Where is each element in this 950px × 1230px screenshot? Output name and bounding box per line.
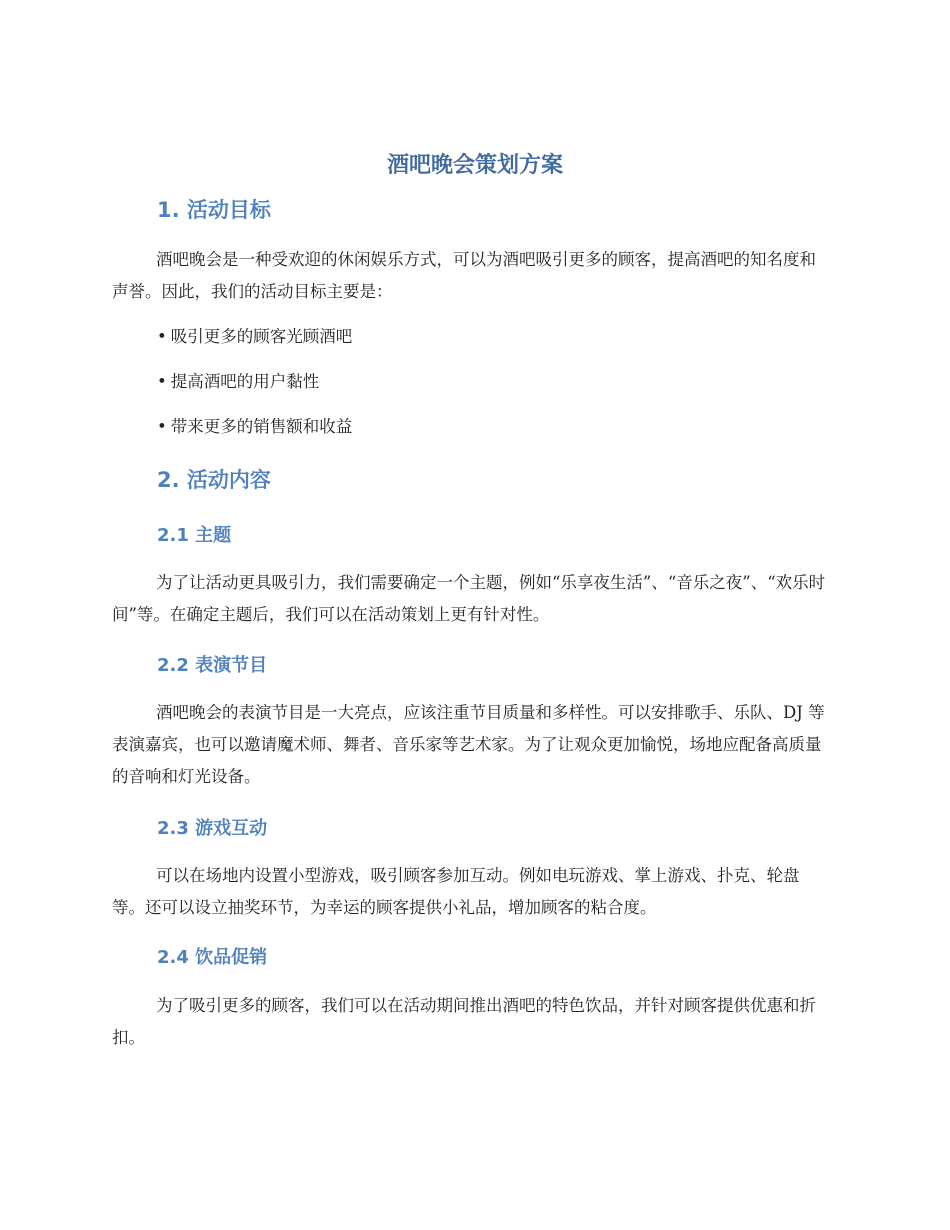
games-paragraph: 可以在场地内设置小型游戏，吸引顾客参加互动。例如电玩游戏、掌上游戏、扑克、轮盘等。还可以设立抽奖环节，为幸运的顾客提供小礼品，增加顾客的粘合度。 <box>112 866 800 917</box>
goal-bullet-1 <box>157 325 352 349</box>
bullet-text: 带来更多的销售额和收益 <box>170 417 353 436</box>
subsection-heading-performance: 2.2 表演节目 <box>157 655 268 676</box>
document-title: 酒吧晚会策划方案 <box>386 153 563 178</box>
subsection-heading-games: 2.3 游戏互动 <box>157 818 268 839</box>
bullet-text: 吸引更多的顾客光顾酒吧 <box>170 327 353 346</box>
goal-bullet-3 <box>157 415 352 439</box>
bullet-icon: • <box>157 327 167 346</box>
goal-bullet-2 <box>157 370 319 394</box>
subsection-heading-drinks: 2.4 饮品促销 <box>157 947 268 968</box>
section-heading-content: 2. 活动内容 <box>157 468 271 492</box>
bullet-text: 提高酒吧的用户黏性 <box>170 372 320 391</box>
performance-paragraph: 酒吧晚会的表演节目是一大亮点，应该注重节目质量和多样性。可以安排歌手、乐队、DJ 等表演嘉宾，也可以邀请魔术师、舞者、音乐家等艺术家。为了让观众更加愉悦，场地应配备高质量的音响和灯光设备。 <box>112 703 825 786</box>
subsection-heading-theme: 2.1 主题 <box>157 525 232 546</box>
section-heading-goal: 1. 活动目标 <box>157 198 271 222</box>
goal-paragraph: 酒吧晚会是一种受欢迎的休闲娱乐方式，可以为酒吧吸引更多的顾客，提高酒吧的知名度和声誉。因此，我们的活动目标主要是： <box>112 250 816 301</box>
drinks-paragraph: 为了吸引更多的顾客，我们可以在活动期间推出酒吧的特色饮品，并针对顾客提供优惠和折扣。 <box>112 996 816 1047</box>
bullet-icon: • <box>157 372 167 391</box>
bullet-icon: • <box>157 417 167 436</box>
theme-paragraph: 为了让活动更具吸引力，我们需要确定一个主题，例如“乐享夜生活”、“音乐之夜”、“欢乐时间”等。在确定主题后，我们可以在活动策划上更有针对性。 <box>112 573 826 624</box>
